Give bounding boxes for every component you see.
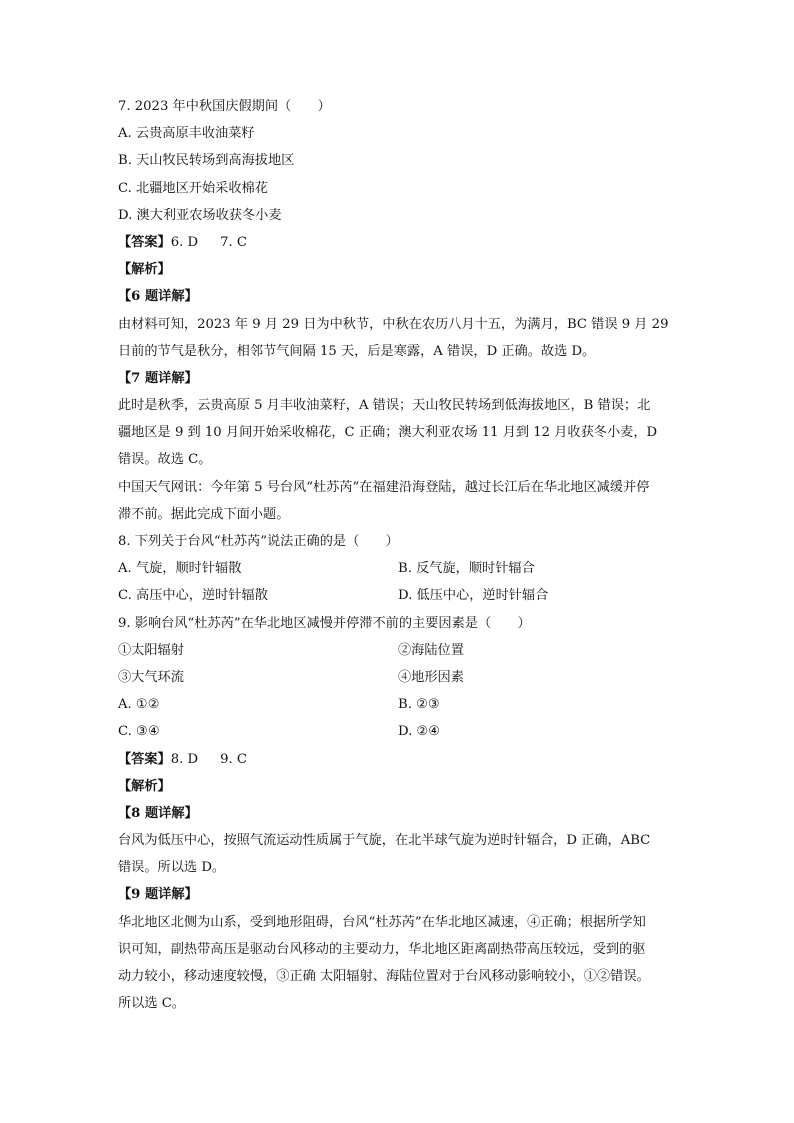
q9-option-d: D. ②④ [398, 724, 441, 740]
detail-9-line-2: 识可知，副热带高压是驱动台风移动的主要动力，华北地区距离副热带高压较远，受到的驱 [118, 941, 646, 957]
q8-options-row-1 [118, 555, 678, 582]
q9-factors-row-1 [118, 637, 678, 664]
q9-option-b: B. ②③ [398, 697, 440, 713]
answer-7: 7. C [220, 234, 247, 250]
q9-factor-2: ②海陆位置 [398, 642, 464, 658]
detail-6-line-1: 由材料可知，2023 年 9 月 29 日为中秋节，中秋在农历八月十五，为满月，BC 错误 9 月 29 [118, 316, 669, 332]
detail-6-label: 【6 题详解】 [118, 289, 198, 305]
q7-option-d: D. 澳大利亚农场收获冬小麦 [118, 207, 282, 223]
q9-factor-1: ①太阳辐射 [118, 642, 184, 658]
answer-line-8-9 [118, 746, 678, 773]
answer-label: 【答案】 [118, 234, 171, 250]
q8-option-b: B. 反气旋，顺时针辐合 [398, 561, 535, 577]
answer-6: 6. D [170, 234, 199, 250]
detail-7-line-1: 此时是秋季，云贵高原 5 月丰收油菜籽，A 错误；天山牧民转场到低海拔地区，B 错误；北 [118, 398, 651, 414]
q8-option-a: A. 气旋，顺时针辐散 [118, 561, 242, 577]
question-7-stem: 7. 2023 年中秋国庆假期间（ ） [118, 99, 331, 114]
q9-factor-4: ④地形因素 [398, 669, 464, 685]
detail-8-line-1: 台风为低压中心，按照气流运动性质属于气旋，在北半球气旋为逆时针辐合，D 正确，ABC [118, 833, 651, 849]
q8-option-c: C. 高压中心，逆时针辐散 [118, 588, 268, 604]
detail-7-line-2: 疆地区是 9 到 10 月间开始采收棉花，C 正确；澳大利亚农场 11 月到 12 月收获冬小麦，D [118, 425, 658, 441]
detail-7-line-3: 错误。故选 C。 [118, 452, 212, 468]
detail-6-line-2: 日前的节气是秋分，相邻节气间隔 15 天，后是寒露，A 错误，D 正确。故选 D。 [118, 343, 596, 359]
detail-8-label: 【8 题详解】 [118, 805, 198, 821]
detail-7-label: 【7 题详解】 [118, 370, 198, 386]
q7-option-a: A. 云贵高原丰收油菜籽 [118, 126, 255, 142]
detail-9-line-3: 动力较小，移动速度较慢，③正确 太阳辐射、海陆位置对于台风移动影响较小，①②错误。 [118, 969, 650, 984]
q7-option-c: C. 北疆地区开始采收棉花 [118, 180, 268, 196]
answer-line-6-7 [118, 229, 678, 256]
answer-8: 8. D [170, 751, 199, 767]
material-line-1: 中国天气网讯：今年第 5 号台风“杜苏芮”在福建沿海登陆，越过长江后在华北地区减缓并停 [118, 479, 650, 495]
material-line-2: 滞不前。据此完成下面小题。 [118, 506, 290, 522]
answer-9: 9. C [220, 751, 247, 767]
q7-option-b: B. 天山牧民转场到高海拔地区 [118, 153, 295, 169]
q9-option-c: C. ③④ [118, 724, 160, 740]
q8-options-row-2 [118, 582, 678, 609]
q9-option-a: A. ①② [118, 697, 160, 713]
q9-options-row-2 [118, 718, 678, 745]
q9-options-row-1 [118, 691, 678, 718]
detail-9-label: 【9 题详解】 [118, 887, 198, 903]
detail-8-line-2: 错误。所以选 D。 [118, 860, 226, 876]
q8-option-d: D. 低压中心，逆时针辐合 [398, 588, 549, 604]
q9-factors-row-2 [118, 664, 678, 691]
answer-label: 【答案】 [118, 751, 171, 767]
question-9-stem: 9. 影响台风“杜苏芮”在华北地区减慢并停滞不前的主要因素是（ ） [118, 615, 531, 631]
detail-9-line-4: 所以选 C。 [118, 996, 186, 1012]
detail-9-line-1: 华北地区北侧为山系，受到地形阻碍，台风“杜苏芮”在华北地区减速，④正确；根据所学知 [118, 914, 646, 930]
q9-factor-3: ③大气环流 [118, 669, 184, 685]
question-8-stem: 8. 下列关于台风“杜苏芮”说法正确的是（ ） [118, 534, 399, 549]
document-page [118, 93, 678, 1017]
analysis-label-1: 【解析】 [118, 262, 171, 278]
analysis-label-2: 【解析】 [118, 778, 171, 794]
